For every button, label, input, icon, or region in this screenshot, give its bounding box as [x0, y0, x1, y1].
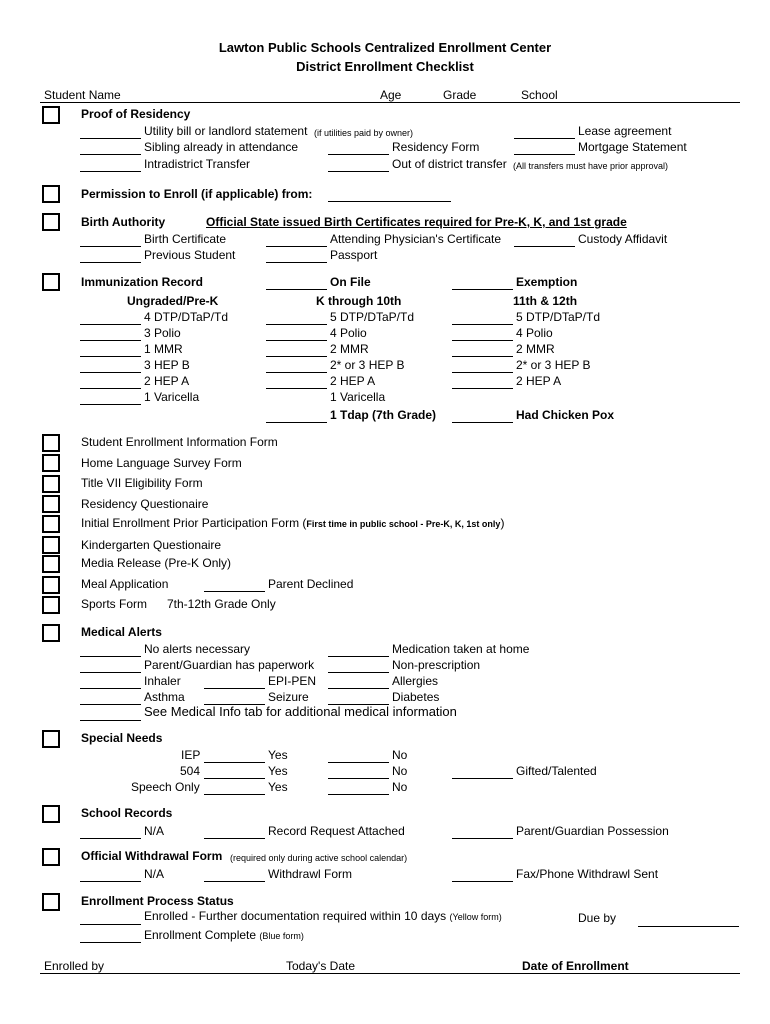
fax-blank[interactable] [452, 881, 513, 882]
records-na-label: N/A [144, 824, 165, 838]
custody-label: Custody Affidavit [578, 232, 668, 246]
parent-declined-label: Parent Declined [268, 577, 354, 591]
vaccine-blank[interactable] [266, 324, 327, 325]
yes-label: Yes [268, 764, 288, 778]
withdrawal-note: (required only during active school calendar) [230, 853, 408, 863]
allergies-label: Allergies [392, 674, 439, 688]
withdrawal-heading: Official Withdrawal Form [81, 849, 223, 863]
vaccine-blank[interactable] [452, 356, 513, 357]
out-district-note: (All transfers must have prior approval) [513, 161, 669, 171]
exemption-label: Exemption [516, 275, 578, 289]
form-title: Lawton Public Schools Centralized Enrollment Center [218, 40, 552, 55]
nonpres-label: Non-prescription [392, 658, 481, 672]
vaccine-blank[interactable] [266, 388, 327, 389]
withdrawl-form-blank[interactable] [204, 881, 265, 882]
custody-blank[interactable] [514, 246, 575, 247]
speech-yes-blank[interactable] [204, 794, 265, 795]
medical-checkbox[interactable] [42, 624, 60, 642]
title7-checkbox[interactable] [42, 475, 60, 493]
media-label: Media Release (Pre-K Only) [81, 556, 232, 570]
utility-note: (if utilities paid by owner) [314, 128, 414, 138]
birth-cert-label: Birth Certificate [144, 232, 227, 246]
permission-label: Permission to Enroll (if applicable) from: [81, 187, 313, 201]
kinder-checkbox[interactable] [42, 536, 60, 554]
title7-label: Title VII Eligibility Form [81, 476, 203, 490]
mortgage-label: Mortgage Statement [578, 140, 687, 154]
vaccine-label: 2 HEP A [144, 374, 190, 388]
see-tab-label: See Medical Info tab for additional medical information [144, 704, 457, 719]
media-checkbox[interactable] [42, 555, 60, 573]
seizure-label: Seizure [268, 690, 309, 704]
gifted-label: Gifted/Talented [516, 764, 597, 778]
asthma-label: Asthma [144, 690, 185, 704]
no-label: No [392, 780, 408, 794]
home-language-checkbox[interactable] [42, 454, 60, 472]
complete-blank[interactable] [80, 942, 141, 943]
physician-blank[interactable] [266, 246, 327, 247]
grade-label: Grade [443, 88, 477, 102]
residency-heading: Proof of Residency [81, 107, 191, 121]
vaccine-label: 5 DTP/DTaP/Td [516, 310, 601, 324]
immunization-heading: Immunization Record [81, 275, 204, 289]
s504-no-blank[interactable] [328, 778, 389, 779]
inhaler-label: Inhaler [144, 674, 181, 688]
fax-label: Fax/Phone Withdrawl Sent [516, 867, 659, 881]
sibling-label: Sibling already in attendance [144, 140, 299, 154]
vaccine-label: 2 HEP A [330, 374, 376, 388]
withdrawl-form-label: Withdrawl Form [268, 867, 353, 881]
complete-label: Enrollment Complete (Blue form) [144, 928, 304, 942]
footer-rule [40, 973, 740, 974]
utility-label: Utility bill or landlord statement [144, 124, 308, 138]
lease-blank[interactable] [514, 138, 575, 139]
permission-checkbox[interactable] [42, 185, 60, 203]
birth-checkbox[interactable] [42, 213, 60, 231]
possession-label: Parent/Guardian Possession [516, 824, 669, 838]
utility-blank[interactable] [80, 138, 141, 139]
vaccine-label: 1 MMR [144, 342, 183, 356]
immunization-checkbox[interactable] [42, 273, 60, 291]
birth-cert-blank[interactable] [80, 246, 141, 247]
vaccine-blank[interactable] [80, 404, 141, 405]
vaccine-blank[interactable] [266, 372, 327, 373]
withdrawal-checkbox[interactable] [42, 848, 60, 866]
vaccine-label: 1 Varicella [330, 390, 386, 404]
student-name-label: Student Name [44, 88, 121, 102]
on-file-label: On File [330, 275, 371, 289]
sports-checkbox[interactable] [42, 596, 60, 614]
speech-no-blank[interactable] [328, 794, 389, 795]
vaccine-label: 4 DTP/DTaP/Td [144, 310, 229, 324]
medication-blank[interactable] [328, 656, 389, 657]
no-alerts-blank[interactable] [80, 656, 141, 657]
due-by-blank[interactable] [638, 926, 739, 927]
initial-enrollment-label: Initial Enrollment Prior Participation Form (First time in public school - Pre-K, K, 1st only) [81, 516, 505, 530]
lease-label: Lease agreement [578, 124, 672, 138]
records-checkbox[interactable] [42, 805, 60, 823]
epipen-blank[interactable] [204, 688, 265, 689]
s504-label: 504 [180, 764, 201, 778]
todays-date-label: Today's Date [286, 959, 355, 973]
intradistrict-label: Intradistrict Transfer [144, 157, 251, 171]
vaccine-label: 4 Polio [330, 326, 367, 340]
chicken-pox-blank[interactable] [452, 422, 513, 423]
enrolled-by-label: Enrolled by [44, 959, 105, 973]
yes-label: Yes [268, 748, 288, 762]
iep-yes-blank[interactable] [204, 762, 265, 763]
withdrawal-na-blank[interactable] [80, 881, 141, 882]
vaccine-blank[interactable] [452, 372, 513, 373]
enrolled-label: Enrolled - Further documentation required within 10 days (Yellow form) [144, 909, 502, 923]
date-enrollment-label: Date of Enrollment [522, 959, 629, 973]
tdap-label: 1 Tdap (7th Grade) [330, 408, 437, 422]
chicken-pox-label: Had Chicken Pox [516, 408, 615, 422]
sibling-blank[interactable] [80, 154, 141, 155]
form-subtitle: District Enrollment Checklist [296, 59, 474, 74]
vaccine-blank[interactable] [266, 356, 327, 357]
special-heading: Special Needs [81, 731, 163, 745]
vaccine-label: 4 Polio [516, 326, 553, 340]
vaccine-blank[interactable] [80, 372, 141, 373]
residency-q-checkbox[interactable] [42, 495, 60, 513]
student-info-checkbox[interactable] [42, 434, 60, 452]
request-blank[interactable] [204, 838, 265, 839]
school-label: School [521, 88, 558, 102]
asthma-blank[interactable] [80, 704, 141, 705]
vaccine-label: 2* or 3 HEP B [330, 358, 405, 372]
mortgage-blank[interactable] [514, 154, 575, 155]
meal-label: Meal Application [81, 577, 169, 591]
permission-blank[interactable] [328, 201, 451, 202]
no-label: No [392, 748, 408, 762]
physician-label: Attending Physician's Certificate [330, 232, 502, 246]
vaccine-blank[interactable] [266, 340, 327, 341]
special-checkbox[interactable] [42, 730, 60, 748]
header-rule [40, 102, 740, 103]
initial-enrollment-checkbox[interactable] [42, 515, 60, 533]
s504-yes-blank[interactable] [204, 778, 265, 779]
meal-checkbox[interactable] [42, 576, 60, 594]
medication-label: Medication taken at home [392, 642, 530, 656]
no-alerts-label: No alerts necessary [144, 642, 251, 656]
vaccine-blank[interactable] [80, 388, 141, 389]
speech-label: Speech Only [131, 780, 200, 794]
sports-grade-label: 7th-12th Grade Only [167, 597, 276, 611]
records-heading: School Records [81, 806, 173, 820]
parent-paper-label: Parent/Guardian has paperwork [144, 658, 315, 672]
vaccine-blank[interactable] [80, 356, 141, 357]
iep-no-blank[interactable] [328, 762, 389, 763]
request-label: Record Request Attached [268, 824, 405, 838]
out-district-label: Out of district transfer [392, 157, 507, 171]
vaccine-label: 5 DTP/DTaP/Td [330, 310, 415, 324]
previous-label: Previous Student [144, 248, 236, 262]
vaccine-label: 2 HEP A [516, 374, 562, 388]
yes-label: Yes [268, 780, 288, 794]
residency-form-label: Residency Form [392, 140, 480, 154]
vaccine-blank[interactable] [80, 324, 141, 325]
intradistrict-blank[interactable] [80, 171, 141, 172]
home-language-label: Home Language Survey Form [81, 456, 242, 470]
inhaler-blank[interactable] [80, 688, 141, 689]
iep-label: IEP [181, 748, 201, 762]
kinder-label: Kindergarten Questionaire [81, 538, 222, 552]
due-by-label: Due by [578, 911, 617, 925]
epipen-label: EPI-PEN [268, 674, 317, 688]
see-tab-blank[interactable] [80, 720, 141, 721]
status-heading: Enrollment Process Status [81, 894, 234, 908]
on-file-blank[interactable] [266, 289, 327, 290]
enrolled-blank[interactable] [80, 924, 141, 925]
out-district-blank[interactable] [328, 171, 389, 172]
residency-checkbox[interactable] [42, 106, 60, 124]
gifted-blank[interactable] [452, 778, 513, 779]
exemption-blank[interactable] [452, 289, 513, 290]
passport-blank[interactable] [266, 262, 327, 263]
tdap-blank[interactable] [266, 422, 327, 423]
col1-heading: Ungraded/Pre-K [127, 294, 219, 308]
vaccine-label: 3 Polio [144, 326, 181, 340]
medical-heading: Medical Alerts [81, 625, 162, 639]
residency-form-blank[interactable] [328, 154, 389, 155]
vaccine-label: 2 MMR [330, 342, 369, 356]
age-label: Age [380, 88, 402, 102]
previous-blank[interactable] [80, 262, 141, 263]
col2-heading: K through 10th [316, 294, 402, 308]
diabetes-label: Diabetes [392, 690, 440, 704]
vaccine-label: 2* or 3 HEP B [516, 358, 591, 372]
possession-blank[interactable] [452, 838, 513, 839]
col3-heading: 11th & 12th [513, 294, 578, 308]
status-checkbox[interactable] [42, 893, 60, 911]
records-na-blank[interactable] [80, 838, 141, 839]
vaccine-label: 2 MMR [516, 342, 555, 356]
vaccine-blank[interactable] [452, 324, 513, 325]
parent-paper-blank[interactable] [80, 672, 141, 673]
birth-notice: Official State issued Birth Certificates required for Pre-K, K, and 1st grade [206, 215, 627, 229]
vaccine-blank[interactable] [80, 340, 141, 341]
student-info-label: Student Enrollment Information Form [81, 435, 278, 449]
vaccine-blank[interactable] [452, 388, 513, 389]
nonpres-blank[interactable] [328, 672, 389, 673]
vaccine-label: 3 HEP B [144, 358, 190, 372]
vaccine-blank[interactable] [452, 340, 513, 341]
residency-q-label: Residency Questionaire [81, 497, 209, 511]
no-label: No [392, 764, 408, 778]
allergies-blank[interactable] [328, 688, 389, 689]
birth-heading: Birth Authority [81, 215, 166, 229]
withdrawal-na-label: N/A [144, 867, 165, 881]
passport-label: Passport [330, 248, 378, 262]
sports-label: Sports Form [81, 597, 148, 611]
vaccine-label: 1 Varicella [144, 390, 200, 404]
parent-declined-blank[interactable] [204, 591, 265, 592]
